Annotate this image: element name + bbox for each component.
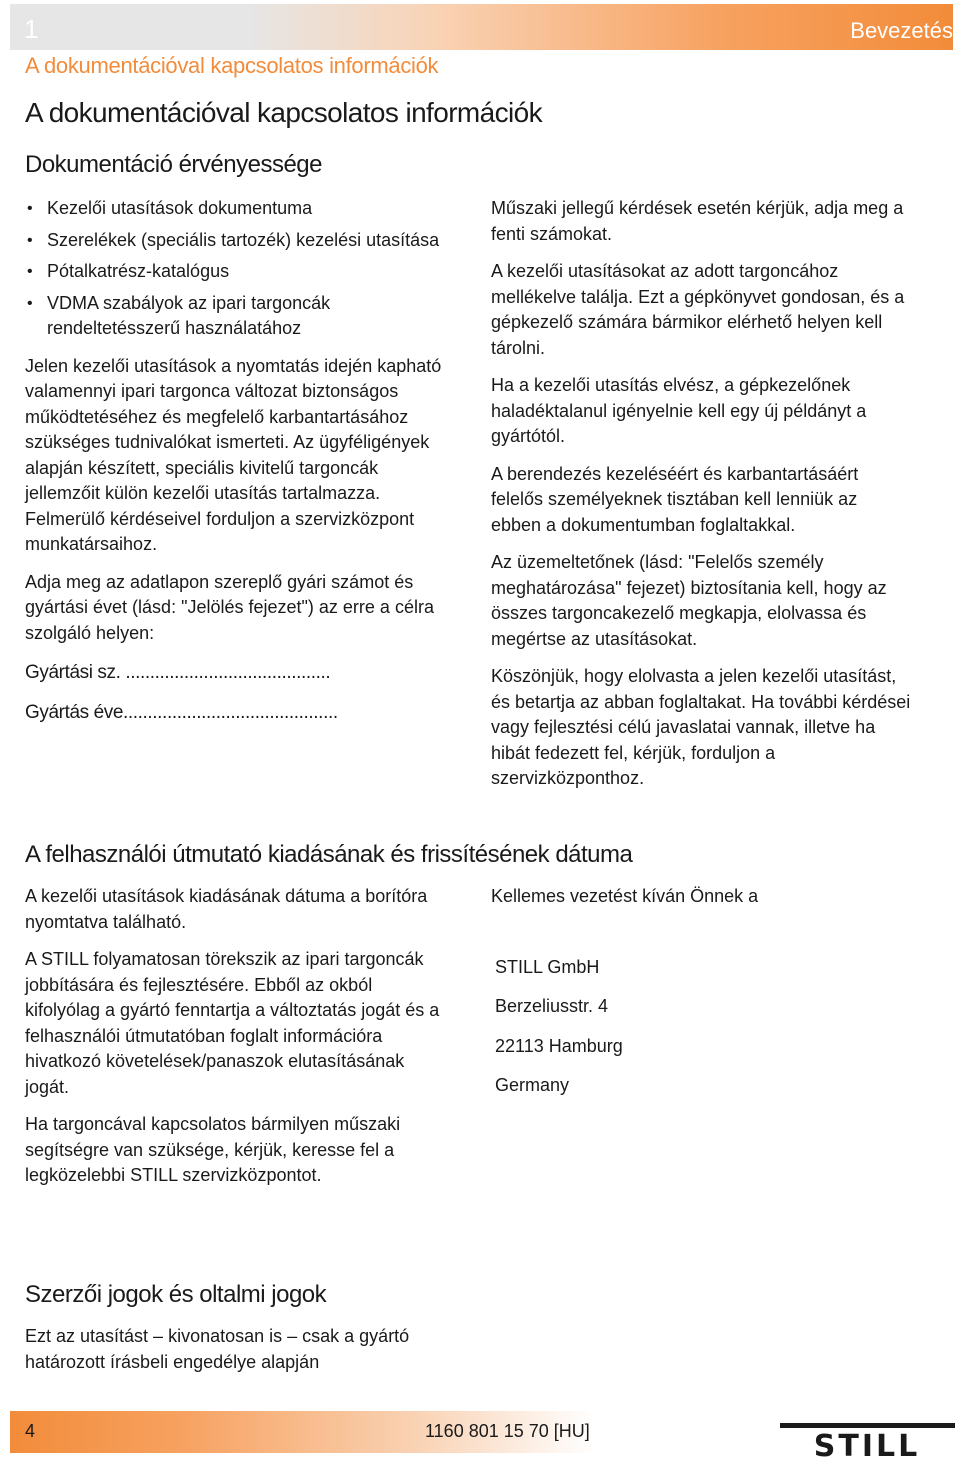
edition-left-column bbox=[25, 884, 450, 1201]
address-line: STILL GmbH bbox=[495, 956, 600, 977]
paragraph: Ha a kezelői utasítás elvész, a gépkezelőnek haladéktalanul igényelnie kell egy új példányt a gyártótól. bbox=[491, 375, 867, 446]
document-number: 1160 801 15 70 [HU] bbox=[425, 1421, 590, 1441]
header-bar bbox=[10, 4, 953, 50]
paragraph: Jelen kezelői utasítások a nyomtatás idején kapható valamennyi ipari targonca változat biztonságos működtetéséhez és megfelelő karbantartásához szükséges tudnivalókat ismerteti. Az ügyféligények alapján készített, speciális kivitelű targoncák jellemzőit külön kezelői utasítás tartalmazza. Felmerülő kérdéseivel forduljon a szervizközpont munkatársaihoz. bbox=[25, 355, 442, 554]
svg-text:STILL: STILL bbox=[813, 1429, 921, 1458]
list-item: • VDMA szabályok az ipari targoncák rendeltetésszerű használatához bbox=[25, 291, 455, 342]
edition-heading: A felhasználói útmutató kiadásának és frissítésének dátuma bbox=[25, 841, 633, 868]
validity-left-column bbox=[25, 196, 455, 739]
validity-right-column bbox=[491, 196, 911, 804]
chapter-number: 1 bbox=[24, 14, 39, 44]
page-number: 4 bbox=[25, 1421, 36, 1441]
document-list bbox=[25, 196, 455, 342]
serial-number-field: Gyártási sz. .......................................... bbox=[25, 662, 331, 683]
paragraph: Ha targoncával kapcsolatos bármilyen műszaki segítségre van szüksége, kérjük, keresse fel a legközelebbi STILL szervizközpontot. bbox=[25, 1114, 401, 1185]
validity-heading: Dokumentáció érvényessége bbox=[25, 151, 323, 178]
copyright-text: Ezt az utasítást – kivonatosan is – csak a gyártó határozott írásbeli engedélye alapján bbox=[25, 1326, 410, 1372]
copyright-heading: Szerzői jogok és oltalmi jogok bbox=[25, 1281, 327, 1308]
section-name: Bevezetés bbox=[850, 18, 953, 43]
address-line: 22113 Hamburg bbox=[495, 1035, 623, 1056]
still-logo bbox=[780, 1418, 955, 1458]
paragraph: A kezelői utasításokat az adott targoncához mellékelve találja. Ezt a gépkönyvet gondosan, és a gépkezelő számára bármikor elérhető helyen kell tárolni. bbox=[491, 261, 905, 358]
footer-bar bbox=[10, 1411, 595, 1453]
paragraph: Az üzemeltetőnek (lásd: "Felelős személy meghatározása" fejezet) biztosítania kell, hogy az összes targoncakezelő megkapja, elolvassa és megértse az utasításokat. bbox=[491, 552, 887, 649]
greeting: Kellemes vezetést kíván Önnek a bbox=[491, 886, 759, 906]
paragraph: Műszaki jellegű kérdések esetén kérjük, adja meg a fenti számokat. bbox=[491, 198, 904, 244]
list-item: • Szerelékek (speciális tartozék) kezelési utasítása bbox=[25, 228, 455, 254]
paragraph: Adja meg az adatlapon szereplő gyári számot és gyártási évet (lásd: "Jelölés fejezet") az erre a célra szolgáló helyen: bbox=[25, 571, 434, 643]
address-line: Germany bbox=[495, 1075, 570, 1095]
paragraph: A STILL folyamatosan törekszik az ipari targoncák jobbítására és fejlesztésére. Ebből az okból kifolyólag a gyártó fenntartja a változtatás jogát és a felhasználói útmutatóban foglalt információra hivatkozó követelések/panaszok elutasításának jogát. bbox=[25, 949, 440, 1097]
page-title: A dokumentációval kapcsolatos információk bbox=[25, 97, 543, 128]
paragraph: A berendezés kezeléséért és karbantartásáért felelős személyeknek tisztában kell lenniük az ebben a dokumentumban foglaltakkal. bbox=[491, 463, 859, 535]
company-address bbox=[495, 955, 911, 1099]
running-subheader: A dokumentációval kapcsolatos információk bbox=[25, 53, 439, 78]
address-line: Berzeliusstr. 4 bbox=[495, 996, 609, 1016]
production-year-field: Gyártás éve............................................ bbox=[25, 701, 338, 723]
list-item: • Kezelői utasítások dokumentuma bbox=[25, 196, 455, 222]
paragraph: Köszönjük, hogy elolvasta a jelen kezelői utasítást, és betartja az abban foglaltakat. Ha további kérdései vagy fejlesztési célú javaslatai vannak, illetve ha hibát fedezett fel, kérjük, forduljon a szervizközponthoz. bbox=[491, 666, 911, 788]
list-item: • Pótalkatrész-katalógus bbox=[25, 259, 455, 285]
paragraph: A kezelői utasítások kiadásának dátuma a borítóra nyomtatva található. bbox=[25, 886, 428, 932]
edition-right-column bbox=[491, 884, 911, 1113]
